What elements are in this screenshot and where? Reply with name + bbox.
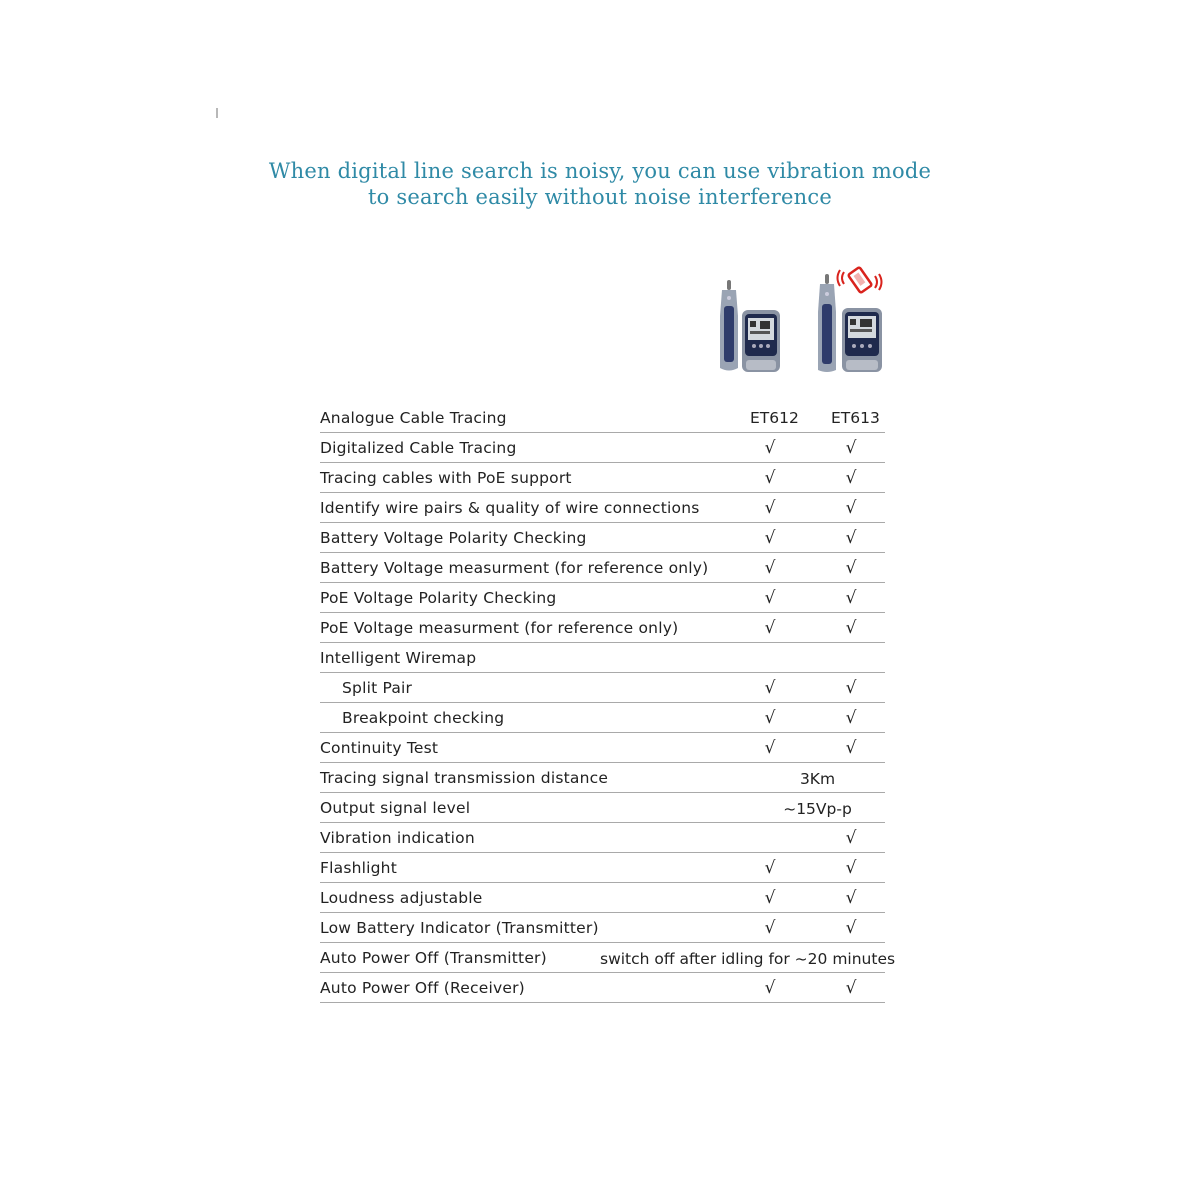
- comparison-table: [320, 403, 896, 1003]
- et612-check: √: [764, 738, 776, 758]
- table-row: [320, 763, 885, 793]
- table-row: [320, 703, 885, 733]
- column-et613-header: ET613: [831, 409, 880, 427]
- shared-value: 3Km: [799, 770, 836, 788]
- et612-check: √: [764, 918, 776, 938]
- et613-check: √: [845, 978, 857, 998]
- cable-tester-vibration-icon: [812, 266, 888, 374]
- cable-tester-icon: [718, 276, 784, 374]
- row-label: PoE Voltage measurment (for reference only): [320, 619, 679, 637]
- table-row: [320, 823, 885, 853]
- shared-value: switch off after idling for ~20 minutes: [600, 950, 896, 968]
- et613-check: √: [845, 888, 857, 908]
- row-label: Vibration indication: [320, 829, 475, 847]
- row-label: Identify wire pairs & quality of wire connections: [320, 499, 700, 517]
- table-row: [320, 463, 885, 493]
- table-row: [320, 973, 885, 1003]
- et613-check: √: [845, 618, 857, 638]
- corner-mark: [216, 108, 218, 118]
- et612-check: √: [764, 618, 776, 638]
- row-label: Split Pair: [342, 679, 413, 697]
- et612-check: √: [764, 468, 776, 488]
- et613-check: √: [845, 858, 857, 878]
- et612-check: √: [764, 498, 776, 518]
- et612-check: √: [764, 978, 776, 998]
- et613-check: √: [845, 738, 857, 758]
- table-row: [320, 613, 885, 643]
- et613-check: √: [845, 468, 857, 488]
- et613-check: √: [845, 708, 857, 728]
- et612-check: √: [764, 558, 776, 578]
- et612-check: √: [764, 588, 776, 608]
- row-label: Output signal level: [320, 799, 471, 817]
- row-label: Loudness adjustable: [320, 889, 483, 907]
- et612-check: √: [764, 678, 776, 698]
- table-row: [320, 493, 885, 523]
- header-label: Analogue Cable Tracing: [320, 409, 507, 427]
- table-row: [320, 673, 885, 703]
- table-row: [320, 433, 885, 463]
- table-row: [320, 793, 885, 823]
- et612-check: √: [764, 858, 776, 878]
- et612-check: √: [764, 528, 776, 548]
- row-label: PoE Voltage Polarity Checking: [320, 589, 557, 607]
- et612-check: √: [764, 438, 776, 458]
- row-label: Flashlight: [320, 859, 397, 877]
- row-label: Low Battery Indicator (Transmitter): [320, 919, 599, 937]
- table-row: [320, 523, 885, 553]
- row-label: Continuity Test: [320, 739, 439, 757]
- table-row: [320, 583, 885, 613]
- column-et612-header: ET612: [750, 409, 799, 427]
- row-label: Auto Power Off (Transmitter): [320, 949, 547, 967]
- et613-check: √: [845, 588, 857, 608]
- et613-check: √: [845, 558, 857, 578]
- et613-check: √: [845, 498, 857, 518]
- et613-check: √: [845, 918, 857, 938]
- table-row: [320, 913, 885, 943]
- table-row: [320, 733, 885, 763]
- row-label: Tracing signal transmission distance: [320, 769, 609, 787]
- row-label: Digitalized Cable Tracing: [320, 439, 517, 457]
- et612-check: √: [764, 708, 776, 728]
- headline: [0, 158, 1200, 210]
- shared-value: ~15Vp-p: [783, 800, 852, 818]
- headline-line-2: to search easily without noise interference: [367, 185, 832, 209]
- et613-check: √: [845, 678, 857, 698]
- row-label: Tracing cables with PoE support: [320, 469, 572, 487]
- et613-check: √: [845, 528, 857, 548]
- row-label: Battery Voltage measurment (for reference only): [320, 559, 709, 577]
- et613-check: √: [845, 438, 857, 458]
- table-row: [320, 643, 885, 673]
- row-label: Battery Voltage Polarity Checking: [320, 529, 587, 547]
- table-row: [320, 943, 896, 973]
- et612-check: √: [764, 888, 776, 908]
- table-row: [320, 883, 885, 913]
- table-row: [320, 553, 885, 583]
- row-label: Auto Power Off (Receiver): [320, 979, 525, 997]
- row-label: Intelligent Wiremap: [320, 649, 477, 667]
- et613-check: √: [845, 828, 857, 848]
- headline-line-1: When digital line search is noisy, you can use vibration mode: [268, 159, 932, 183]
- table-row: [320, 853, 885, 883]
- table-header-row: [320, 403, 885, 433]
- row-label: Breakpoint checking: [342, 709, 505, 727]
